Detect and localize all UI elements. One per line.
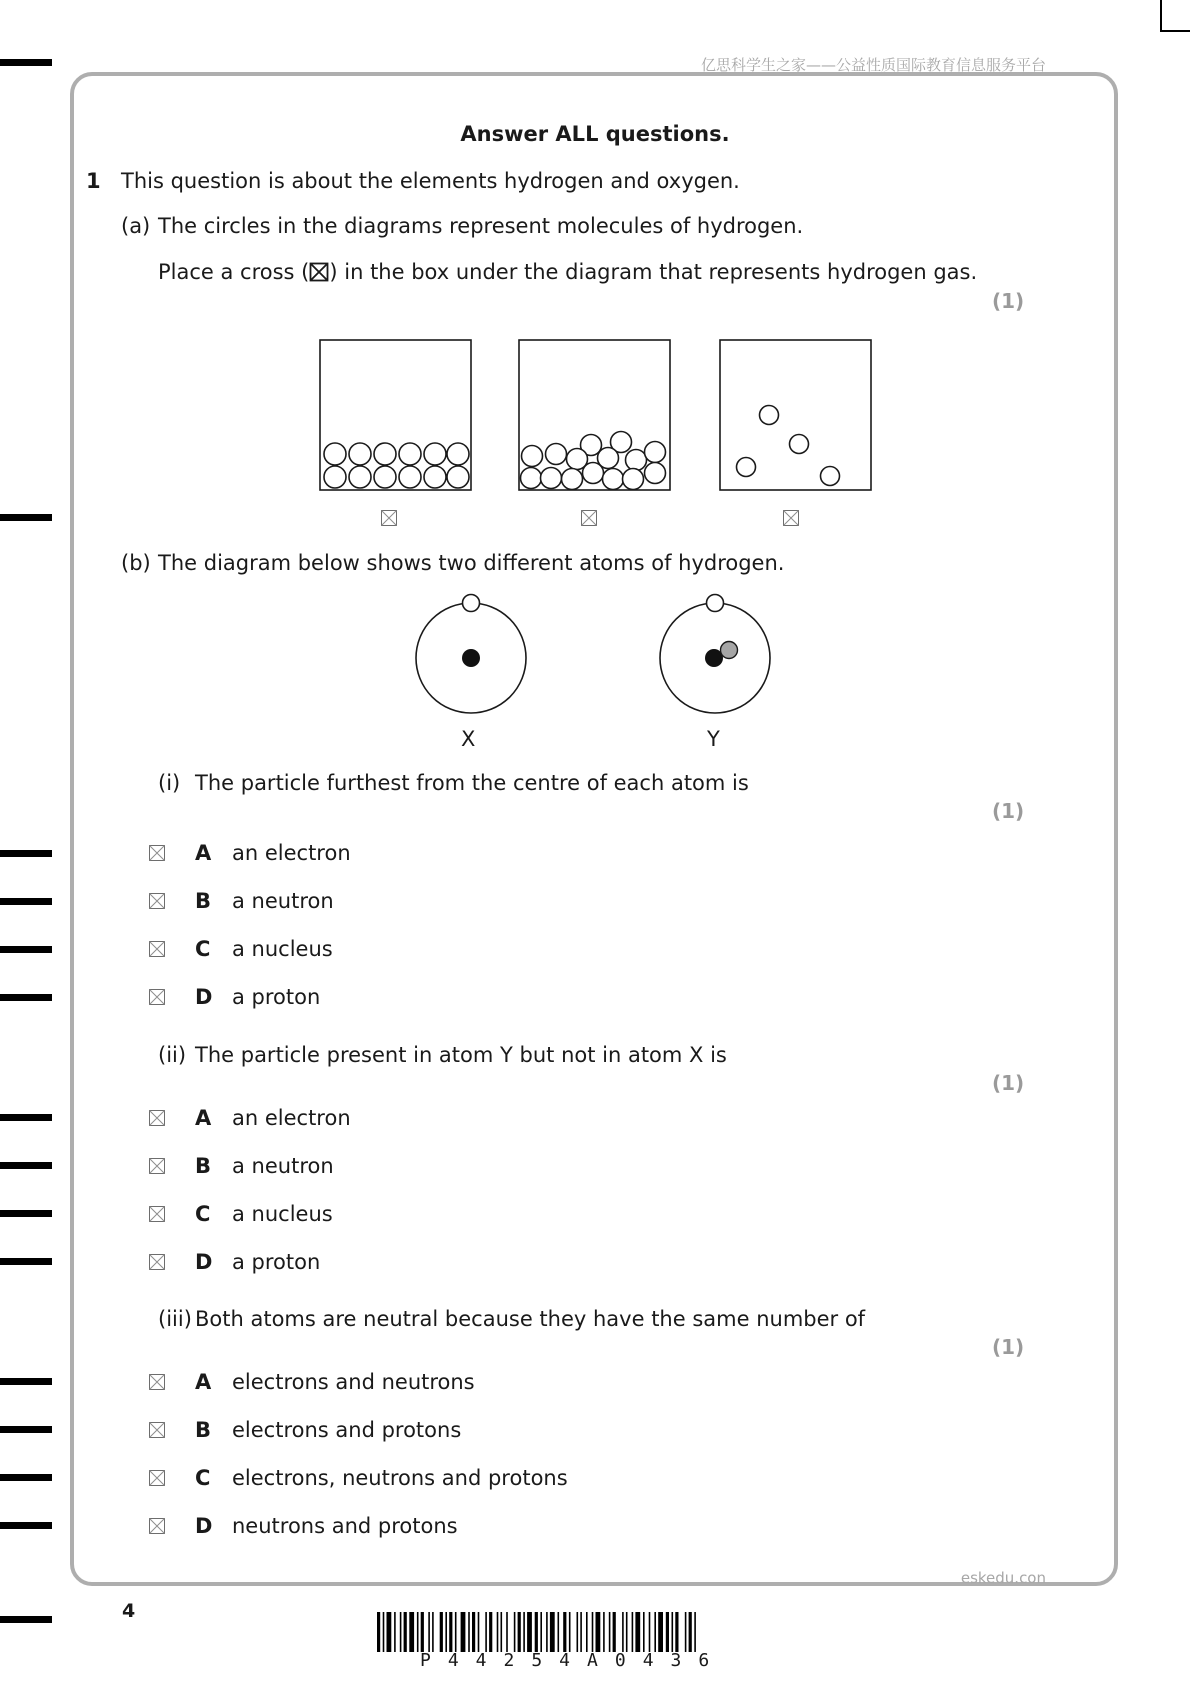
- answer-checkbox[interactable]: [149, 1470, 165, 1486]
- diagram-box-solid: [320, 340, 471, 490]
- electron-icon: [463, 595, 480, 612]
- option-text: a nucleus: [232, 937, 333, 961]
- registration-mark: [0, 1378, 52, 1385]
- part-b-text: The diagram below shows two different atoms of hydrogen.: [158, 551, 785, 575]
- option-text: an electron: [232, 1106, 351, 1130]
- answer-checkbox[interactable]: [149, 941, 165, 957]
- registration-mark: [0, 1162, 52, 1169]
- barcode-text: P44254A0436: [420, 1650, 727, 1671]
- answer-checkbox[interactable]: [149, 845, 165, 861]
- sub-iii-marks: (1): [992, 1335, 1025, 1359]
- part-a-label: (a): [121, 214, 151, 238]
- atom-label-y: Y: [707, 727, 720, 751]
- option-letter: D: [195, 1514, 213, 1538]
- atom-x: [416, 595, 526, 714]
- page-number: 4: [122, 1600, 136, 1622]
- option-letter: A: [195, 841, 212, 865]
- instruction-text-before: Place a cross (: [158, 260, 310, 284]
- atom-label-x: X: [461, 727, 476, 751]
- option-letter: C: [195, 1202, 211, 1226]
- registration-mark: [0, 1114, 52, 1121]
- corner-mark: [1160, 0, 1162, 30]
- answer-checkbox[interactable]: [149, 1110, 165, 1126]
- registration-mark: [0, 1474, 52, 1481]
- registration-mark: [0, 1522, 52, 1529]
- hydrogen-particle-diagrams: [310, 335, 880, 535]
- registration-mark: [0, 946, 52, 953]
- answer-checkbox[interactable]: [581, 510, 597, 526]
- corner-mark: [1160, 30, 1190, 32]
- part-a-text: The circles in the diagrams represent molecules of hydrogen.: [158, 214, 804, 238]
- option-letter: A: [195, 1370, 212, 1394]
- diagram-box-gas: [720, 340, 871, 490]
- registration-mark: [0, 850, 52, 857]
- answer-checkbox[interactable]: [149, 1158, 165, 1174]
- option-letter: B: [195, 889, 212, 913]
- answer-checkbox[interactable]: [149, 1254, 165, 1270]
- answer-checkbox[interactable]: [149, 989, 165, 1005]
- question-stem: This question is about the elements hydrogen and oxygen.: [121, 169, 740, 193]
- electron-icon: [707, 595, 724, 612]
- option-text: a proton: [232, 985, 321, 1009]
- instruction-text-after: ) in the box under the diagram that represents hydrogen gas.: [329, 260, 978, 284]
- registration-mark: [0, 1210, 52, 1217]
- option-letter: D: [195, 1250, 213, 1274]
- option-text: a neutron: [232, 1154, 334, 1178]
- option-letter: B: [195, 1154, 212, 1178]
- registration-mark: [0, 1616, 52, 1623]
- option-text: electrons and neutrons: [232, 1370, 475, 1394]
- option-letter: C: [195, 937, 211, 961]
- option-text: electrons, neutrons and protons: [232, 1466, 568, 1490]
- option-text: a proton: [232, 1250, 321, 1274]
- sub-i-label: (i): [158, 771, 181, 795]
- neutron-icon: [721, 642, 738, 659]
- registration-mark: [0, 994, 52, 1001]
- option-text: electrons and protons: [232, 1418, 462, 1442]
- sub-ii-text: The particle present in atom Y but not in atom X is: [195, 1043, 727, 1067]
- registration-mark: [0, 1426, 52, 1433]
- part-b-label: (b): [121, 551, 151, 575]
- option-letter: B: [195, 1418, 212, 1442]
- atom-y: [660, 595, 770, 714]
- hydrogen-atoms-diagram: [400, 590, 790, 720]
- proton-icon: [462, 649, 480, 667]
- option-letter: C: [195, 1466, 211, 1490]
- barcode: [377, 1612, 809, 1652]
- sub-iii-text: Both atoms are neutral because they have the same number of: [195, 1307, 866, 1331]
- registration-mark: [0, 1258, 52, 1265]
- sub-iii-label: (iii): [158, 1307, 192, 1331]
- option-text: an electron: [232, 841, 351, 865]
- answer-checkbox[interactable]: [149, 1374, 165, 1390]
- sub-ii-marks: (1): [992, 1071, 1025, 1095]
- part-a-instruction: [158, 260, 977, 284]
- answer-checkbox[interactable]: [149, 1518, 165, 1534]
- option-text: a neutron: [232, 889, 334, 913]
- option-text: neutrons and protons: [232, 1514, 458, 1538]
- sub-i-text: The particle furthest from the centre of each atom is: [195, 771, 749, 795]
- answer-checkbox[interactable]: [381, 510, 397, 526]
- answer-checkbox[interactable]: [783, 510, 799, 526]
- option-text: a nucleus: [232, 1202, 333, 1226]
- diagram-box-liquid: [519, 340, 670, 490]
- instruction-heading: Answer ALL questions.: [460, 122, 730, 146]
- answer-checkbox[interactable]: [149, 1422, 165, 1438]
- answer-checkbox[interactable]: [149, 893, 165, 909]
- header-watermark: 亿思科学生之家——公益性质国际教育信息服务平台: [700, 56, 1046, 74]
- question-number: 1: [86, 169, 101, 193]
- sub-i-marks: (1): [992, 799, 1025, 823]
- sub-ii-label: (ii): [158, 1043, 187, 1067]
- option-letter: A: [195, 1106, 212, 1130]
- answer-checkbox[interactable]: [149, 1206, 165, 1222]
- option-letter: D: [195, 985, 213, 1009]
- footer-website: eskedu.con: [960, 1569, 1046, 1587]
- part-a-marks: (1): [992, 289, 1025, 313]
- cross-box-icon: [309, 262, 329, 282]
- registration-mark: [0, 59, 52, 66]
- page-frame: [70, 72, 1118, 1586]
- registration-mark: [0, 898, 52, 905]
- registration-mark: [0, 514, 52, 521]
